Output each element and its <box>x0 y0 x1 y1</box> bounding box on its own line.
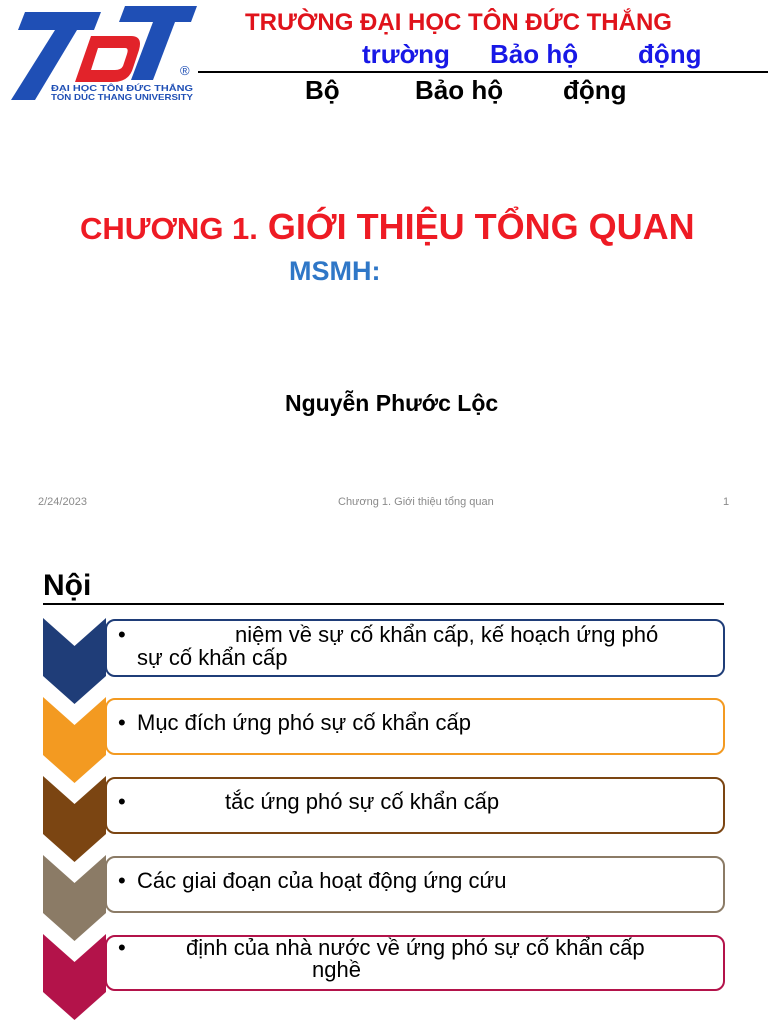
item-2-text-line-1: Mục đích ứng phó sự cố khẩn cấp <box>137 710 471 735</box>
item-4-text-line-1: Các giai đoạn của hoạt động ứng cứu <box>137 868 507 893</box>
chevron-arrow-3 <box>43 776 106 862</box>
heading-underline <box>43 603 724 605</box>
chevron-arrow-5 <box>43 934 106 1020</box>
registered-mark: ® <box>180 63 190 78</box>
logo-left-t-bar <box>18 12 101 30</box>
chevron-arrow-2 <box>43 697 106 783</box>
university-name: TRƯỜNG ĐẠI HỌC TÔN ĐỨC THẮNG <box>245 9 672 36</box>
chevron-arrow-4 <box>43 855 106 941</box>
department-word-1: Bộ <box>305 75 340 105</box>
logo-name-vi: ĐẠI HỌC TÔN ĐỨC THẮNG <box>51 83 162 93</box>
header-divider <box>198 71 768 73</box>
footer-date: 2/24/2023 <box>38 496 87 508</box>
chapter-label: CHƯƠNG 1. <box>80 211 258 246</box>
logo-d-shape <box>75 36 140 82</box>
item-5-bullet: • <box>118 935 126 960</box>
item-1-bullet: • <box>118 622 126 647</box>
item-5-text-line-2: nghề <box>312 957 361 982</box>
item-2-bullet: • <box>118 710 126 735</box>
footer-page-number: 1 <box>723 496 730 508</box>
faculty-word-1: trường <box>362 39 450 69</box>
item-4-bullet: • <box>118 868 126 893</box>
chevron-arrow-1 <box>43 618 106 704</box>
chevron-list-graphics <box>0 610 768 1024</box>
item-5-text-line-1: định của nhà nước về ứng phó sự cố khẩn cấp <box>186 935 645 960</box>
faculty-word-2: Bảo hộ <box>490 39 579 69</box>
university-logo <box>3 0 198 105</box>
department-word-3: động <box>563 75 627 105</box>
logo-right-t-bar <box>119 6 197 22</box>
item-1-text-line-1: niệm về sự cố khẩn cấp, kế hoạch ứng phó <box>235 622 659 647</box>
author-name: Nguyễn Phước Lộc <box>285 390 499 416</box>
contents-heading: Nội <box>43 569 92 602</box>
department-word-2: Bảo hộ <box>415 75 504 105</box>
item-3-text-line-1: tắc ứng phó sự cố khẩn cấp <box>225 789 500 814</box>
chapter-title-text: GIỚI THIỆU TỔNG QUAN <box>267 206 695 247</box>
item-3-bullet: • <box>118 789 126 814</box>
faculty-word-3: động <box>638 39 702 69</box>
chapter-title <box>80 205 695 251</box>
course-code-label: MSMH: <box>289 256 381 286</box>
footer-title: Chương 1. Giới thiệu tổng quan <box>338 496 494 508</box>
item-1-text-line-2: sự cố khẩn cấp <box>137 645 288 670</box>
logo-name-en: TON DUC THANG UNIVERSITY <box>51 92 194 102</box>
